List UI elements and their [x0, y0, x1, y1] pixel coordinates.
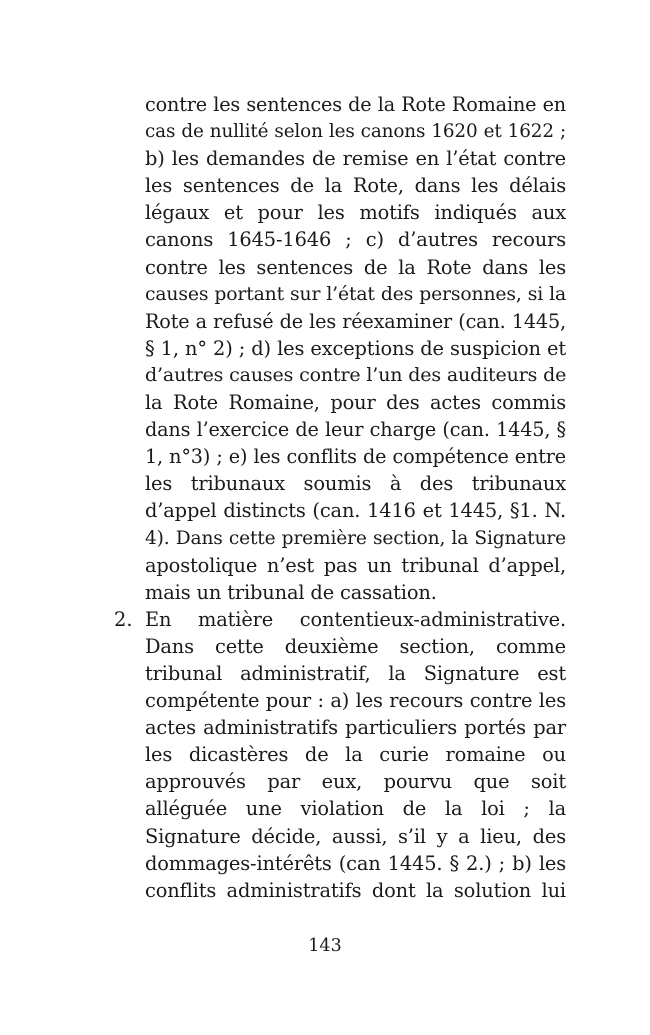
text-line: Dans cette deuxième section, comme — [145, 634, 566, 658]
text-line: les dicastères de la curie romaine ou — [145, 743, 566, 767]
text-line: contre les sentences de la Rote dans les — [145, 255, 566, 279]
text-line: § 1, n° 2) ; d) les exceptions de suspicion et — [145, 336, 566, 360]
text-line: d’autres causes contre l’un des auditeurs de — [145, 363, 567, 386]
text-line: alléguée une violation de la loi ; la — [145, 797, 566, 821]
text-line: b) les demandes de remise en l’état contre — [145, 147, 566, 171]
text-line: d’appel distincts (can. 1416 et 1445, §1. N. — [145, 499, 566, 523]
text-line: la Rote Romaine, pour des actes commis — [145, 391, 566, 415]
text-line: 1, n°3) ; e) les conflits de compétence entre — [145, 445, 566, 469]
text-line: En matière contentieux-administrative. — [145, 607, 566, 631]
body-text — [145, 91, 566, 904]
text-line: tribunal administratif, la Signature est — [145, 661, 566, 685]
page-number: 143 — [308, 936, 342, 956]
list-item-marker: 2. — [114, 608, 133, 631]
text-line: causes portant sur l’état des personnes, si la — [145, 283, 566, 305]
text-line: les sentences de la Rote, dans les délais — [145, 174, 566, 198]
text-line: compétente pour : a) les recours contre les — [145, 689, 566, 713]
text-line: dans l’exercice de leur charge (can. 1445, § — [145, 418, 566, 442]
text-line: conflits administratifs dont la solution lui — [145, 878, 566, 902]
text-line: apostolique n’est pas un tribunal d’appel, — [145, 553, 566, 577]
text-line: légaux et pour les motifs indiqués aux — [145, 201, 566, 225]
text-line: 4). Dans cette première section, la Signature — [145, 527, 566, 549]
text-line: Signature décide, aussi, s’il y a lieu, des — [145, 824, 566, 848]
text-line: canons 1645-1646 ; c) d’autres recours — [145, 228, 566, 252]
text-line: Rote a refusé de les réexaminer (can. 1445, — [145, 309, 566, 333]
text-line: cas de nullité selon les canons 1620 et 1622 ; — [145, 121, 566, 143]
text-line: approuvés par eux, pourvu que soit — [145, 770, 566, 794]
text-line: dommages-intérêts (can 1445. § 2.) ; b) les — [145, 851, 566, 875]
text-line: contre les sentences de la Rote Romaine en — [145, 93, 566, 116]
text-line: mais un tribunal de cassation. — [145, 580, 437, 604]
text-line: les tribunaux soumis à des tribunaux — [145, 472, 566, 496]
text-line: actes administratifs particuliers portés par — [145, 716, 566, 740]
